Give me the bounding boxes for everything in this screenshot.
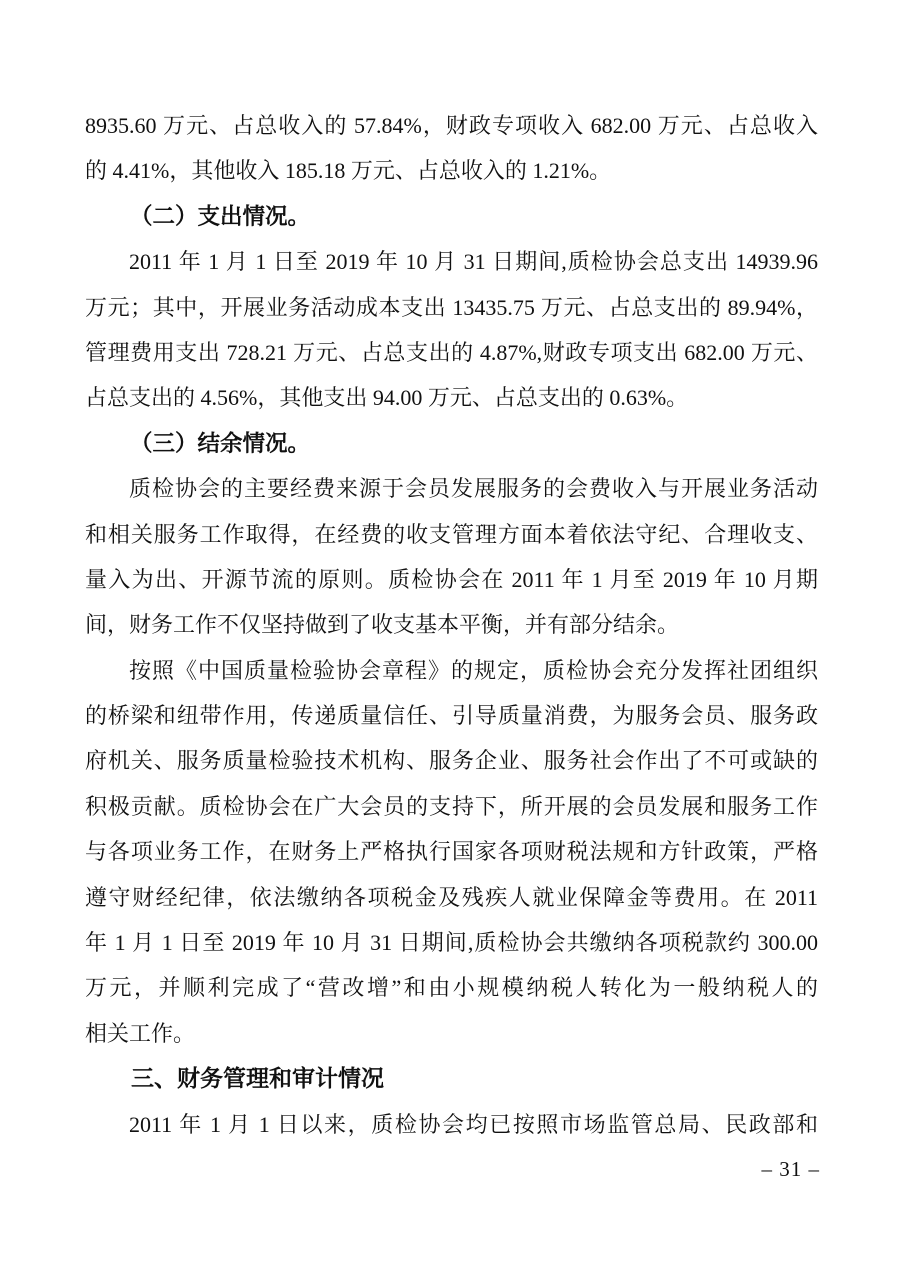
text-line: 府机关、服务质量检验技术机构、服务企业、服务社会作出了不可或缺的 [85, 748, 818, 774]
text-line: 管理费用支出 728.21 万元、占总支出的 4.87%,财政专项支出 682.00 万元、 [85, 339, 818, 365]
text-line: 的 4.41%，其他收入 185.18 万元、占总收入的 1.21%。 [85, 158, 612, 184]
section-heading-finance-audit: 三、财务管理和审计情况 [131, 1065, 384, 1092]
text-line: 相关工作。 [85, 1020, 196, 1046]
section-heading-expenditure: （二）支出情况。 [130, 203, 311, 229]
text-line: 积极贡献。质检协会在广大会员的支持下，所开展的会员发展和服务工作 [85, 793, 818, 819]
text-line: 占总支出的 4.56%，其他支出 94.00 万元、占总支出的 0.63%。 [85, 385, 689, 411]
text-line: 遵守财经纪律，依法缴纳各项税金及残疾人就业保障金等费用。在 2011 [85, 884, 818, 910]
document-body [85, 103, 818, 1147]
text-line: 与各项业务工作，在财务上严格执行国家各项财税法规和方针政策，严格 [85, 839, 818, 865]
text-line: 间，财务工作不仅坚持做到了收支基本平衡，并有部分结余。 [85, 612, 680, 638]
text-line: 8935.60 万元、占总收入的 57.84%，财政专项收入 682.00 万元、占总收入 [85, 113, 818, 138]
text-line: 质检协会的主要经费来源于会员发展服务的会费收入与开展业务活动 [129, 476, 818, 502]
text-line: 2011 年 1 月 1 日以来，质检协会均已按照市场监管总局、民政部和 [129, 1111, 818, 1137]
text-line: 和相关服务工作取得，在经费的收支管理方面本着依法守纪、合理收支、 [85, 521, 818, 547]
text-line: 按照《中国质量检验协会章程》的规定，质检协会充分发挥社团组织 [129, 657, 818, 683]
section-heading-balance: （三）结余情况。 [130, 430, 311, 456]
text-line: 万元；其中，开展业务活动成本支出 13435.75 万元、占总支出的 89.94%， [85, 294, 818, 320]
text-line: 万元，并顺利完成了“营改增”和由小规模纳税人转化为一般纳税人的 [85, 975, 818, 1001]
text-line: 量入为出、开源节流的原则。质检协会在 2011 年 1 月至 2019 年 10 月期 [85, 566, 818, 592]
text-line: 的桥梁和纽带作用，传递质量信任、引导质量消费，为服务会员、服务政 [85, 703, 818, 729]
text-line: 2011 年 1 月 1 日至 2019 年 10 月 31 日期间,质检协会总支出 14939.96 [129, 249, 818, 275]
text-line: 年 1 月 1 日至 2019 年 10 月 31 日期间,质检协会共缴纳各项税款约 300.00 [85, 930, 818, 956]
page-number: – 31 – [761, 1157, 820, 1181]
